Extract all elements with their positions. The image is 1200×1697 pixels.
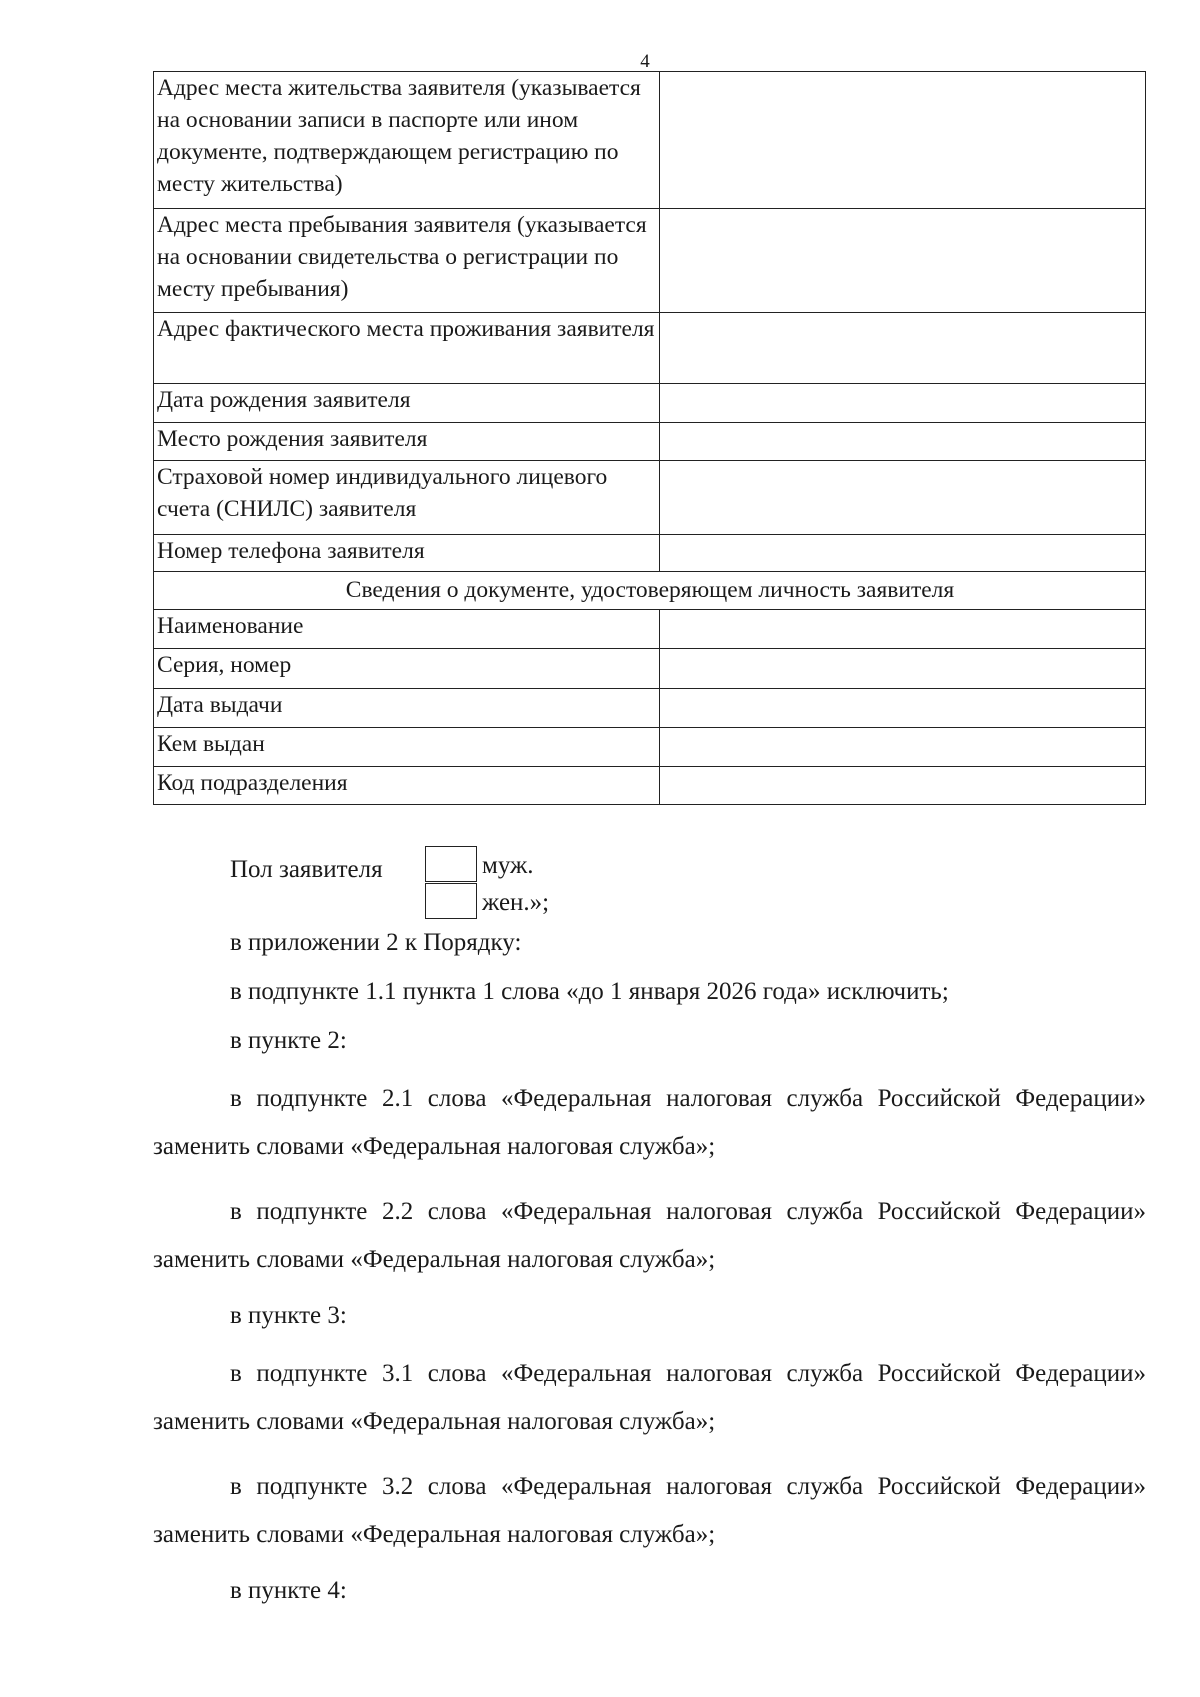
row-value-field[interactable] bbox=[660, 610, 1146, 649]
table-row bbox=[154, 728, 1146, 767]
paragraph: в приложении 2 к Порядку: bbox=[230, 929, 522, 956]
paragraph: в подпункте 2.2 слова «Федеральная налоговая служба Российской Федерации» заменить словами «Федеральная налоговая служба»; bbox=[153, 1198, 1146, 1273]
paragraph: в подпункте 2.1 слова «Федеральная налоговая служба Российской Федерации» заменить словами «Федеральная налоговая служба»; bbox=[153, 1085, 1146, 1160]
table-row bbox=[154, 72, 1146, 209]
table-row bbox=[154, 313, 1146, 384]
row-value-field[interactable] bbox=[660, 313, 1146, 384]
row-value-field[interactable] bbox=[660, 649, 1146, 689]
paragraph: в подпункте 1.1 пункта 1 слова «до 1 января 2026 года» исключить; bbox=[230, 978, 949, 1005]
section-title: Сведения о документе, удостоверяющем личность заявителя bbox=[154, 572, 1146, 610]
paragraph: в пункте 4: bbox=[230, 1577, 347, 1604]
row-label: Адрес фактического места проживания заявителя bbox=[154, 313, 660, 384]
table-row bbox=[154, 689, 1146, 728]
table-row bbox=[154, 767, 1146, 805]
gender-label: Пол заявителя bbox=[230, 856, 383, 883]
page-number: 4 bbox=[640, 51, 650, 72]
row-value-field[interactable] bbox=[660, 535, 1146, 572]
row-label: Код подразделения bbox=[154, 767, 660, 805]
document-body bbox=[153, 928, 1146, 1625]
row-label: Дата рождения заявителя bbox=[154, 384, 660, 423]
paragraph: в пункте 3: bbox=[230, 1302, 347, 1329]
row-label: Дата выдачи bbox=[154, 689, 660, 728]
table-row bbox=[154, 649, 1146, 689]
gender-male-checkbox[interactable] bbox=[425, 846, 477, 882]
gender-female-label: жен.»; bbox=[482, 889, 550, 916]
table-row bbox=[154, 535, 1146, 572]
paragraph: в подпункте 3.1 слова «Федеральная налоговая служба Российской Федерации» заменить словами «Федеральная налоговая служба»; bbox=[153, 1360, 1146, 1435]
applicant-info-table bbox=[153, 71, 1146, 805]
row-label: Серия, номер bbox=[154, 649, 660, 689]
paragraph: в пункте 2: bbox=[230, 1027, 347, 1054]
gender-female-checkbox[interactable] bbox=[425, 883, 477, 919]
row-label: Адрес места жительства заявителя (указывается на основании записи в паспорте или ином документе, подтверждающем регистрацию по месту жительства) bbox=[154, 72, 660, 209]
row-value-field[interactable] bbox=[660, 728, 1146, 767]
table-row bbox=[154, 209, 1146, 313]
row-label: Адрес места пребывания заявителя (указывается на основании свидетельства о регистрации по месту пребывания) bbox=[154, 209, 660, 313]
row-value-field[interactable] bbox=[660, 767, 1146, 805]
paragraph: в подпункте 3.2 слова «Федеральная налоговая служба Российской Федерации» заменить словами «Федеральная налоговая служба»; bbox=[153, 1473, 1146, 1548]
row-label: Место рождения заявителя bbox=[154, 423, 660, 461]
table-row bbox=[154, 384, 1146, 423]
row-value-field[interactable] bbox=[660, 461, 1146, 535]
table-row bbox=[154, 423, 1146, 461]
row-value-field[interactable] bbox=[660, 209, 1146, 313]
row-value-field[interactable] bbox=[660, 423, 1146, 461]
row-label: Номер телефона заявителя bbox=[154, 535, 660, 572]
gender-male-label: муж. bbox=[482, 852, 534, 879]
row-label: Страховой номер индивидуального лицевого счета (СНИЛС) заявителя bbox=[154, 461, 660, 535]
table-row bbox=[154, 461, 1146, 535]
row-value-field[interactable] bbox=[660, 72, 1146, 209]
section-header-row bbox=[154, 572, 1146, 610]
row-label: Кем выдан bbox=[154, 728, 660, 767]
row-label: Наименование bbox=[154, 610, 660, 649]
row-value-field[interactable] bbox=[660, 689, 1146, 728]
table-row bbox=[154, 610, 1146, 649]
row-value-field[interactable] bbox=[660, 384, 1146, 423]
